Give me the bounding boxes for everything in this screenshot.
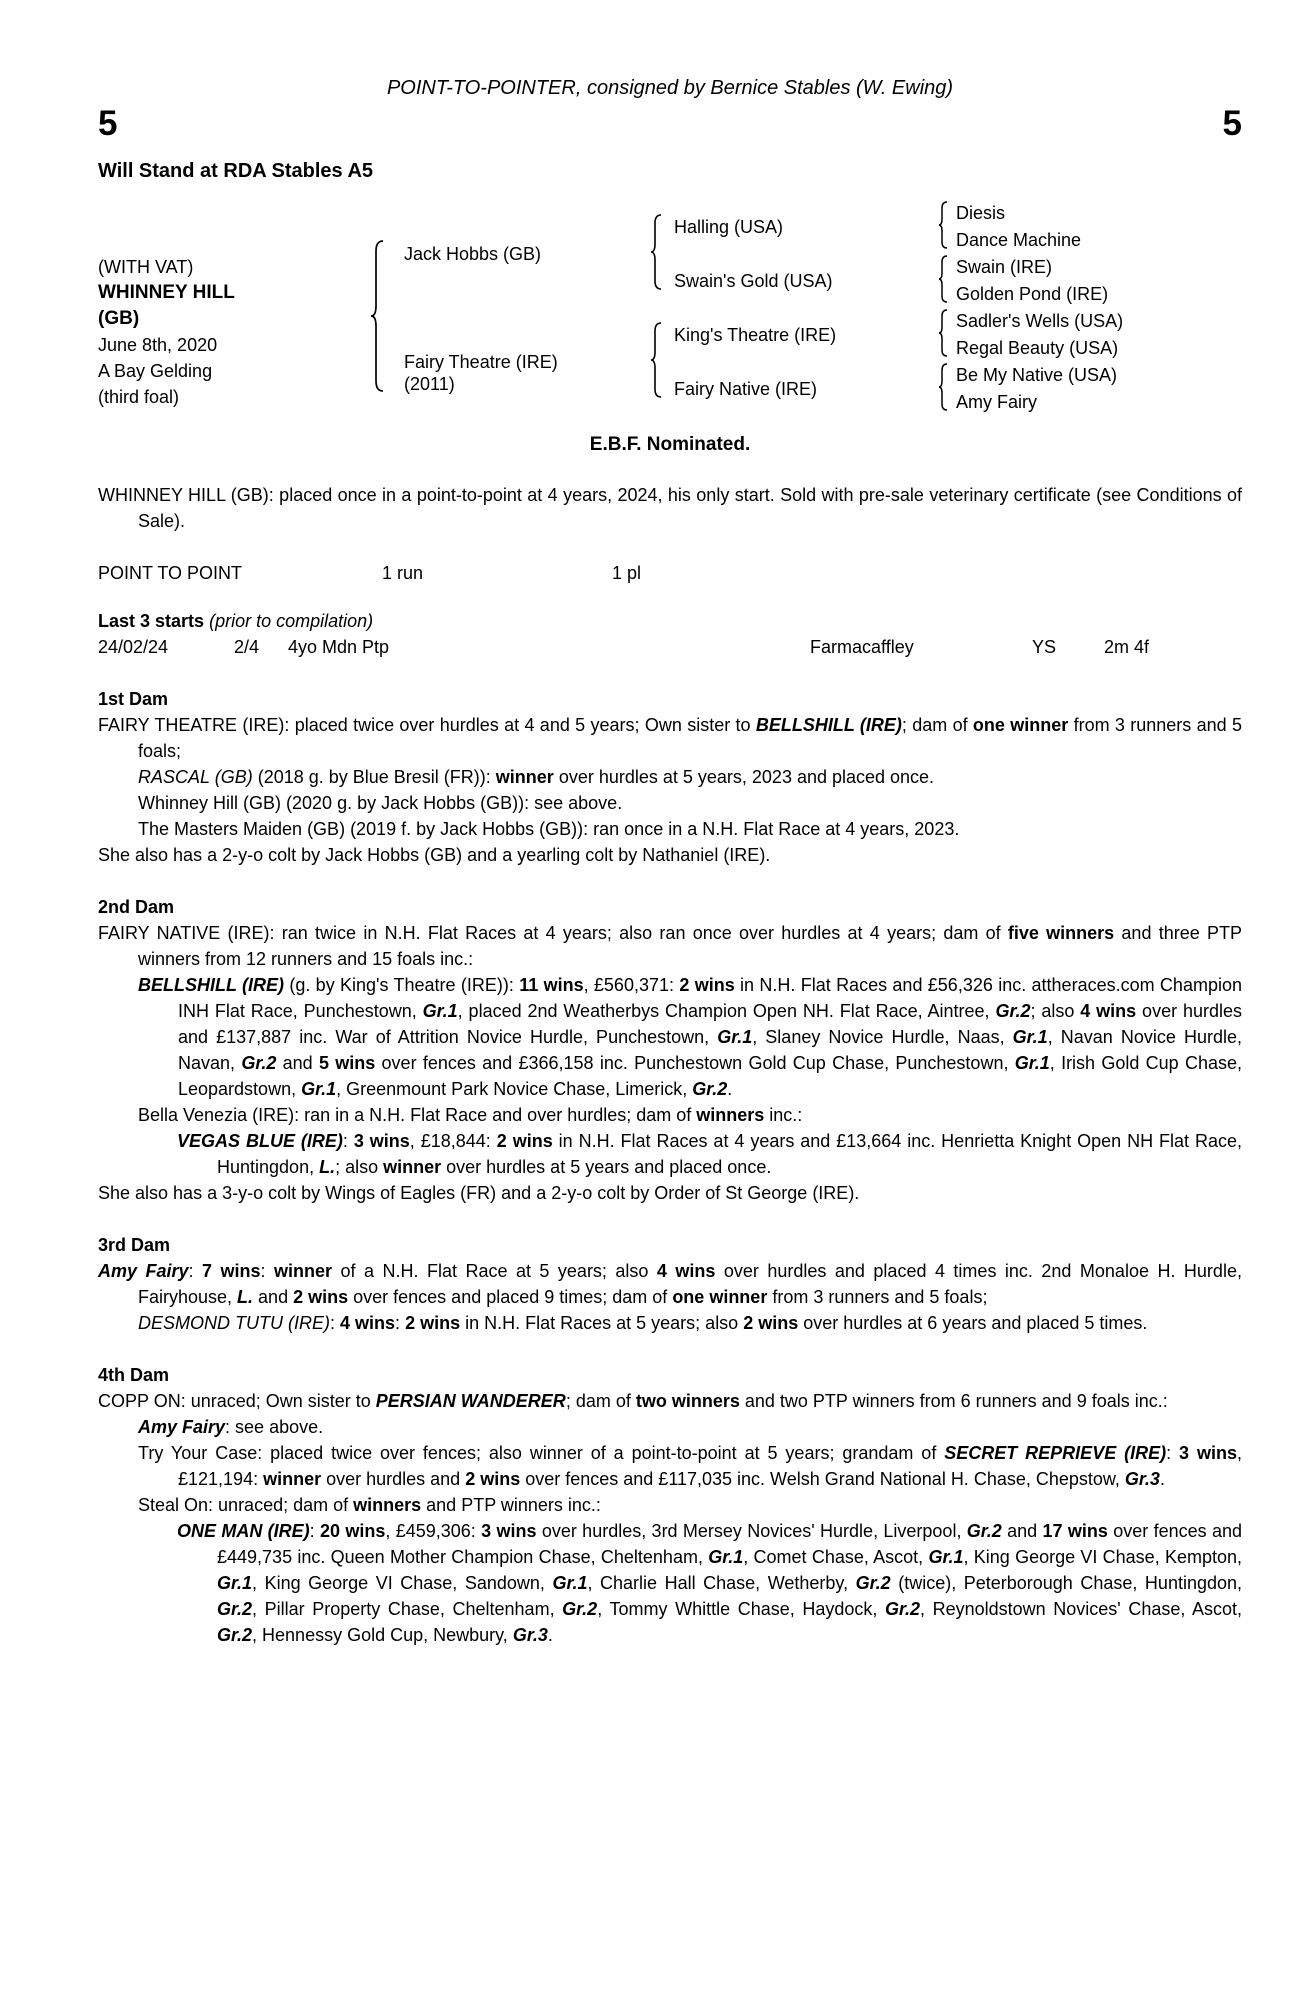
text-segment: Gr.1: [422, 1001, 458, 1021]
text-segment: over hurdles and £137,887 inc. War of Attrition Novice Hurdle, Punchestown,: [178, 1001, 1242, 1047]
dam-heading: 1st Dam: [98, 689, 169, 709]
text-segment: ; also: [335, 1157, 384, 1177]
text-segment: Gr.2: [884, 1599, 920, 1619]
text-segment: ; also: [1030, 1001, 1081, 1021]
text-segment: 3 wins: [481, 1521, 537, 1541]
text-segment: :: [188, 1261, 203, 1281]
catalogue-paragraph: [98, 842, 1242, 868]
text-segment: She also has a 2-y-o colt by Jack Hobbs (GB) and a yearling colt by Nathaniel (IRE).: [98, 845, 771, 865]
text-segment: Gr.1: [217, 1573, 253, 1593]
ebf-note: E.B.F. Nominated.: [589, 434, 751, 455]
text-segment: winners: [696, 1105, 765, 1125]
text-segment: Amy Fairy: [138, 1417, 226, 1437]
text-segment: , Tommy Whittle Chase, Haydock,: [597, 1599, 885, 1619]
vat-note: (WITH VAT): [98, 257, 194, 277]
start-distance: 2m 4f: [1104, 637, 1150, 657]
start-date: 24/02/24: [98, 637, 169, 657]
text-segment: , Reynoldstown Novices' Chase, Ascot,: [920, 1599, 1242, 1619]
text-segment: in N.H. Flat Races at 5 years; also: [460, 1313, 744, 1333]
catalogue-paragraph: [98, 712, 1242, 764]
text-segment: and: [253, 1287, 294, 1307]
catalogue-paragraph: [98, 1388, 1242, 1414]
text-segment: from 3 runners and 5 foals;: [138, 715, 1243, 761]
catalogue-paragraph: [138, 1310, 1242, 1336]
text-segment: five winners: [1007, 923, 1115, 943]
great-grandparent-8: Amy Fairy: [956, 392, 1037, 412]
text-segment: , Navan Novice Hurdle, Navan,: [178, 1027, 1242, 1073]
text-segment: 2 wins: [465, 1469, 521, 1489]
gg-brace-2-icon: [938, 255, 950, 303]
catalogue-paragraph: [177, 1518, 1242, 1648]
catalogue-paragraph: [138, 764, 1242, 790]
text-segment: 20 wins: [320, 1521, 386, 1541]
start-position: 2/4: [234, 637, 260, 657]
dam-section-1: [98, 686, 1242, 868]
foal-number-note: (third foal): [98, 387, 180, 407]
text-segment: two winners: [635, 1391, 740, 1411]
catalogue-paragraph: [138, 972, 1242, 1102]
great-grandparent-1: Diesis: [956, 203, 1006, 223]
text-segment: Whinney Hill (GB) (2020 g. by Jack Hobbs (GB)): see above.: [138, 793, 623, 813]
text-segment: 5 wins: [318, 1053, 376, 1073]
text-segment: , Greenmount Park Novice Chase, Limerick,: [336, 1079, 693, 1099]
text-segment: 2 wins: [293, 1287, 349, 1307]
text-segment: 2 wins: [496, 1131, 553, 1151]
record-category: POINT TO POINT: [98, 563, 243, 583]
last-start-row: [98, 634, 1242, 660]
dam-section-2: [98, 894, 1242, 1206]
text-segment: , Slaney Novice Hurdle, Naas,: [752, 1027, 1013, 1047]
text-segment: ; dam of: [565, 1391, 636, 1411]
text-segment: .: [547, 1625, 553, 1645]
intro-paragraph: [98, 482, 1242, 534]
text-segment: The Masters Maiden (GB) (2019 f. by Jack Hobbs (GB)): ran once in a N.H. Flat Race at 4 years, 2023.: [138, 819, 960, 839]
text-segment: 2 wins: [743, 1313, 799, 1333]
text-segment: : see above.: [225, 1417, 324, 1437]
text-segment: DESMOND TUTU (IRE): [138, 1313, 330, 1333]
text-segment: :: [330, 1313, 341, 1333]
pedigree-table: [98, 200, 1242, 416]
text-segment: , King George VI Chase, Sandown,: [252, 1573, 553, 1593]
text-segment: L.: [237, 1287, 254, 1307]
gg-brace-4-icon: [938, 363, 950, 411]
text-segment: .: [1159, 1469, 1165, 1489]
catalogue-paragraph: [138, 1414, 1242, 1440]
text-segment: one winner: [972, 715, 1069, 735]
text-segment: one winner: [672, 1287, 768, 1307]
text-segment: 4 wins: [340, 1313, 396, 1333]
text-segment: Gr.1: [301, 1079, 337, 1099]
text-segment: over fences and £449,735 inc. Queen Mother Champion Chase, Cheltenham,: [217, 1521, 1242, 1567]
text-segment: 3 wins: [1179, 1443, 1237, 1463]
horse-country: (GB): [98, 308, 140, 329]
text-segment: over fences and £117,035 inc. Welsh Grand National H. Chase, Chepstow,: [520, 1469, 1125, 1489]
text-segment: WHINNEY HILL (GB): placed once in a point-to-point at 4 years, 2024, his only start. Sold with pre-sale veterinary certificate (see Conditions of Sale).: [98, 485, 1242, 531]
dam-section-3: [98, 1232, 1242, 1336]
text-segment: over hurdles at 5 years and placed once.: [441, 1157, 772, 1177]
text-segment: , King George VI Chase, Kempton,: [963, 1547, 1243, 1567]
great-grandparent-5: Sadler's Wells (USA): [956, 311, 1124, 331]
text-segment: COPP ON: unraced; Own sister to: [98, 1391, 376, 1411]
text-segment: 2 wins: [405, 1313, 461, 1333]
catalogue-paragraph: [138, 1440, 1242, 1492]
gg-brace-3-icon: [938, 309, 950, 357]
text-segment: 11 wins: [519, 975, 584, 995]
text-segment: VEGAS BLUE (IRE): [177, 1131, 343, 1151]
sire-brace-icon: [650, 214, 664, 290]
catalogue-paragraph: [138, 790, 1242, 816]
record-runs: 1 run: [382, 563, 424, 583]
catalogue-paragraph: [98, 1258, 1242, 1310]
text-segment: SECRET REPRIEVE (IRE): [944, 1443, 1167, 1463]
text-segment: winner: [263, 1469, 322, 1489]
dam-heading: 3rd Dam: [98, 1235, 171, 1255]
text-segment: over hurdles, 3rd Mersey Novices' Hurdle, Liverpool,: [536, 1521, 967, 1541]
text-segment: (twice), Peterborough Chase, Huntingdon,: [890, 1573, 1243, 1593]
text-segment: , Charlie Hall Chase, Wetherby,: [587, 1573, 856, 1593]
text-segment: :: [260, 1261, 274, 1281]
text-segment: ; dam of: [901, 715, 973, 735]
great-grandparent-2: Dance Machine: [956, 230, 1082, 250]
text-segment: winner: [274, 1261, 333, 1281]
text-segment: 7 wins: [202, 1261, 261, 1281]
text-segment: over hurdles at 6 years and placed 5 times.: [798, 1313, 1148, 1333]
text-segment: Gr.2: [966, 1521, 1002, 1541]
text-segment: :: [395, 1313, 406, 1333]
text-segment: inc.:: [764, 1105, 803, 1125]
text-segment: Gr.2: [217, 1625, 253, 1645]
stand-location: Will Stand at RDA Stables A5: [98, 160, 374, 182]
text-segment: winner: [383, 1157, 442, 1177]
dam-heading: 4th Dam: [98, 1365, 170, 1385]
text-segment: L.: [319, 1157, 336, 1177]
text-segment: FAIRY THEATRE (IRE): placed twice over hurdles at 4 and 5 years; Own sister to: [98, 715, 756, 735]
text-segment: , £18,844:: [409, 1131, 497, 1151]
text-segment: (g. by King's Theatre (IRE)):: [284, 975, 520, 995]
text-segment: BELLSHILL (IRE): [138, 975, 284, 995]
colour-sex: A Bay Gelding: [98, 361, 213, 381]
dam-brace-icon: [650, 322, 664, 398]
foal-date: June 8th, 2020: [98, 335, 218, 355]
text-segment: FAIRY NATIVE (IRE): ran twice in N.H. Flat Races at 4 years; also ran once over hurdles at 4 years; dam of: [98, 923, 1008, 943]
catalogue-paragraph: [98, 1180, 1242, 1206]
text-segment: 4 wins: [1080, 1001, 1137, 1021]
lot-number-row: [98, 104, 1242, 146]
text-segment: and: [276, 1053, 319, 1073]
sire-name: Jack Hobbs (GB): [404, 244, 542, 264]
dam-section-4: [98, 1362, 1242, 1648]
text-segment: :: [1166, 1443, 1180, 1463]
last-starts-note: (prior to compilation): [209, 611, 374, 631]
race-record-row: [98, 560, 1242, 586]
pedigree-main-brace-icon: [370, 240, 386, 392]
text-segment: , Pillar Property Chase, Cheltenham,: [252, 1599, 563, 1619]
catalogue-paragraph: [177, 1128, 1242, 1180]
text-segment: Gr.2: [692, 1079, 728, 1099]
text-segment: :: [309, 1521, 321, 1541]
text-segment: in N.H. Flat Races and £56,326 inc. attheraces.com Champion INH Flat Race, Punchestown,: [178, 975, 1242, 1021]
text-segment: .: [727, 1079, 733, 1099]
text-segment: and PTP winners inc.:: [421, 1495, 601, 1515]
text-segment: Gr.3: [512, 1625, 548, 1645]
record-places: 1 pl: [612, 563, 642, 583]
text-segment: Gr.1: [1012, 1027, 1048, 1047]
dam-heading: 2nd Dam: [98, 897, 175, 917]
lot-number-right: 5: [1222, 104, 1242, 143]
text-segment: She also has a 3-y-o colt by Wings of Eagles (FR) and a 2-y-o colt by Order of St George (IRE).: [98, 1183, 860, 1203]
granddam-2: Fairy Native (IRE): [674, 379, 818, 399]
text-segment: PERSIAN WANDERER: [375, 1391, 566, 1411]
text-segment: ONE MAN (IRE): [177, 1521, 310, 1541]
text-segment: Bella Venezia (IRE): ran in a N.H. Flat Race and over hurdles; dam of: [138, 1105, 697, 1125]
text-segment: Gr.3: [1124, 1469, 1160, 1489]
text-segment: Gr.2: [241, 1053, 277, 1073]
lot-number-left: 5: [98, 104, 118, 143]
text-segment: and: [1001, 1521, 1043, 1541]
great-grandparent-6: Regal Beauty (USA): [956, 338, 1119, 358]
text-segment: over fences and placed 9 times; dam of: [348, 1287, 673, 1307]
text-segment: over hurdles at 5 years, 2023 and placed once.: [553, 767, 935, 787]
text-segment: winners: [353, 1495, 422, 1515]
text-segment: , Irish Gold Cup Chase, Leopardstown,: [178, 1053, 1242, 1099]
start-course: Farmacaffley: [810, 637, 914, 657]
text-segment: Gr.2: [562, 1599, 598, 1619]
text-segment: over fences and £366,158 inc. Punchestown Gold Cup Chase, Punchestown,: [375, 1053, 1015, 1073]
text-segment: Gr.2: [995, 1001, 1031, 1021]
text-segment: , Comet Chase, Ascot,: [743, 1547, 929, 1567]
text-segment: Gr.2: [855, 1573, 891, 1593]
catalogue-paragraph: [138, 1492, 1242, 1518]
catalogue-paragraph: [138, 1102, 1242, 1128]
text-segment: Try Your Case: placed twice over fences; also winner of a point-to-point at 5 years; grandam of: [138, 1443, 945, 1463]
grandsire-1: Halling (USA): [674, 217, 784, 237]
text-segment: :: [342, 1131, 354, 1151]
start-race: 4yo Mdn Ptp: [288, 637, 390, 657]
text-segment: 2 wins: [679, 975, 735, 995]
text-segment: and two PTP winners from 6 runners and 9 foals inc.:: [739, 1391, 1168, 1411]
granddam-1: Swain's Gold (USA): [674, 271, 833, 291]
text-segment: in N.H. Flat Races at 4 years and £13,664 inc. Henrietta Knight Open NH Flat Race, Huntingdon,: [217, 1131, 1242, 1177]
last-starts-title: Last 3 starts: [98, 611, 205, 631]
text-segment: over hurdles and placed 4 times inc. 2nd Monaloe H. Hurdle, Fairyhouse,: [138, 1261, 1242, 1307]
text-segment: (2018 g. by Blue Bresil (FR)):: [252, 767, 496, 787]
text-segment: , £560,371:: [583, 975, 680, 995]
text-segment: 17 wins: [1042, 1521, 1108, 1541]
text-segment: Gr.2: [217, 1599, 253, 1619]
text-segment: 3 wins: [353, 1131, 410, 1151]
text-segment: Gr.1: [552, 1573, 588, 1593]
text-segment: , £459,306:: [385, 1521, 482, 1541]
text-segment: BELLSHILL (IRE): [755, 715, 902, 735]
text-segment: and three PTP winners from 12 runners and 15 foals inc.:: [138, 923, 1242, 969]
start-going: YS: [1032, 637, 1057, 657]
great-grandparent-3: Swain (IRE): [956, 257, 1053, 277]
text-segment: , £121,194:: [178, 1443, 1242, 1489]
last-starts-heading: [98, 608, 1242, 634]
horse-name: WHINNEY HILL: [98, 282, 235, 303]
grandsire-2: King's Theatre (IRE): [674, 325, 837, 345]
text-segment: over hurdles and: [321, 1469, 466, 1489]
text-segment: Gr.1: [708, 1547, 744, 1567]
gg-brace-1-icon: [938, 201, 950, 249]
text-segment: Steal On: unraced; dam of: [138, 1495, 354, 1515]
great-grandparent-7: Be My Native (USA): [956, 365, 1118, 385]
text-segment: winner: [495, 767, 554, 787]
dam-year: (2011): [404, 374, 455, 394]
text-segment: RASCAL (GB): [138, 767, 253, 787]
text-segment: Gr.1: [1014, 1053, 1050, 1073]
text-segment: Amy Fairy: [98, 1261, 189, 1281]
text-segment: Gr.1: [928, 1547, 964, 1567]
catalogue-paragraph: [98, 920, 1242, 972]
dam-name: Fairy Theatre (IRE): [404, 352, 558, 372]
text-segment: 4 wins: [656, 1261, 716, 1281]
text-segment: of a N.H. Flat Race at 5 years; also: [332, 1261, 657, 1281]
text-segment: , placed 2nd Weatherbys Champion Open NH. Flat Race, Aintree,: [457, 1001, 996, 1021]
page-title: POINT-TO-POINTER, consigned by Bernice Stables (W. Ewing): [386, 77, 954, 99]
text-segment: , Hennessy Gold Cup, Newbury,: [252, 1625, 513, 1645]
great-grandparent-4: Golden Pond (IRE): [956, 284, 1109, 304]
text-segment: from 3 runners and 5 foals;: [767, 1287, 988, 1307]
text-segment: Gr.1: [717, 1027, 753, 1047]
catalogue-paragraph: [138, 816, 1242, 842]
